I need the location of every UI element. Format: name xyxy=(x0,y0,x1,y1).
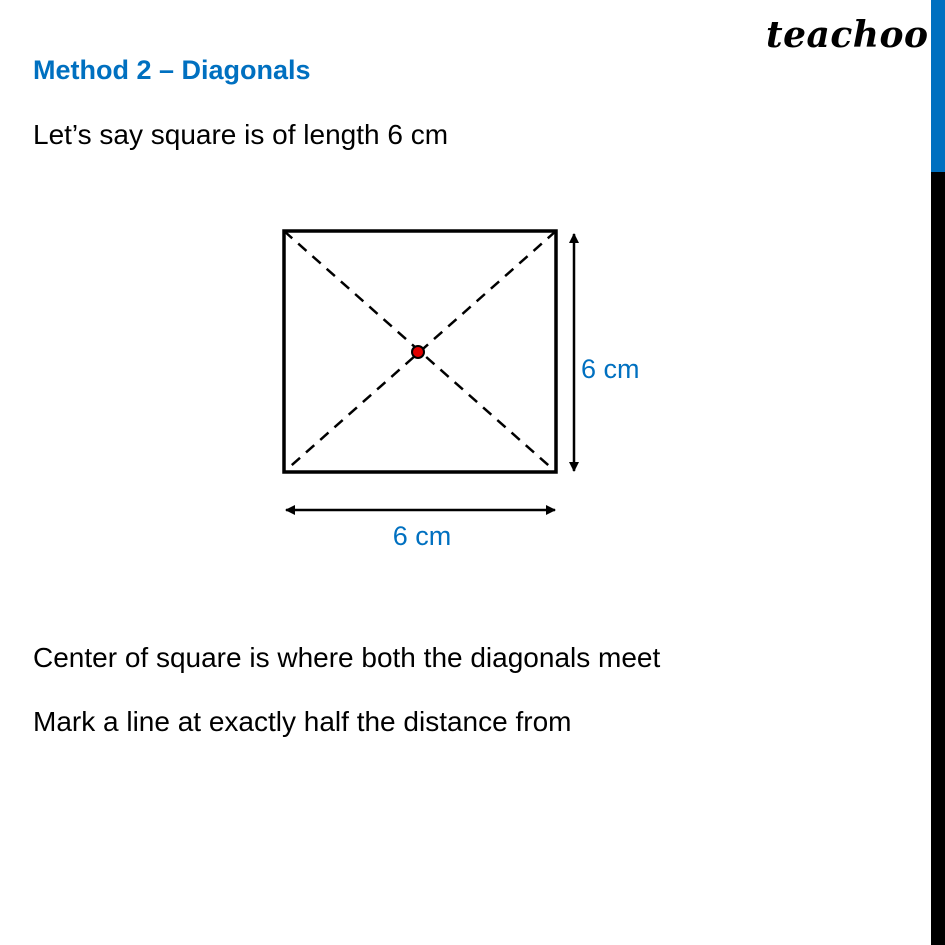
sidebar-bar xyxy=(931,0,945,945)
instruction-text: Mark a line at exactly half the distance from xyxy=(33,706,572,737)
teachoo-logo: teachoo xyxy=(766,14,929,56)
vertical-side-label: 6 cm xyxy=(581,354,640,384)
horizontal-side-label: 6 cm xyxy=(392,521,452,551)
sidebar-accent-bar xyxy=(931,0,945,172)
center-point xyxy=(412,346,424,358)
center-explanation-text: Center of square is where both the diagonals meet xyxy=(33,642,661,673)
section-heading: Method 2 – Diagonals xyxy=(33,55,311,85)
intro-text: Let’s say square is of length 6 cm xyxy=(33,119,449,150)
